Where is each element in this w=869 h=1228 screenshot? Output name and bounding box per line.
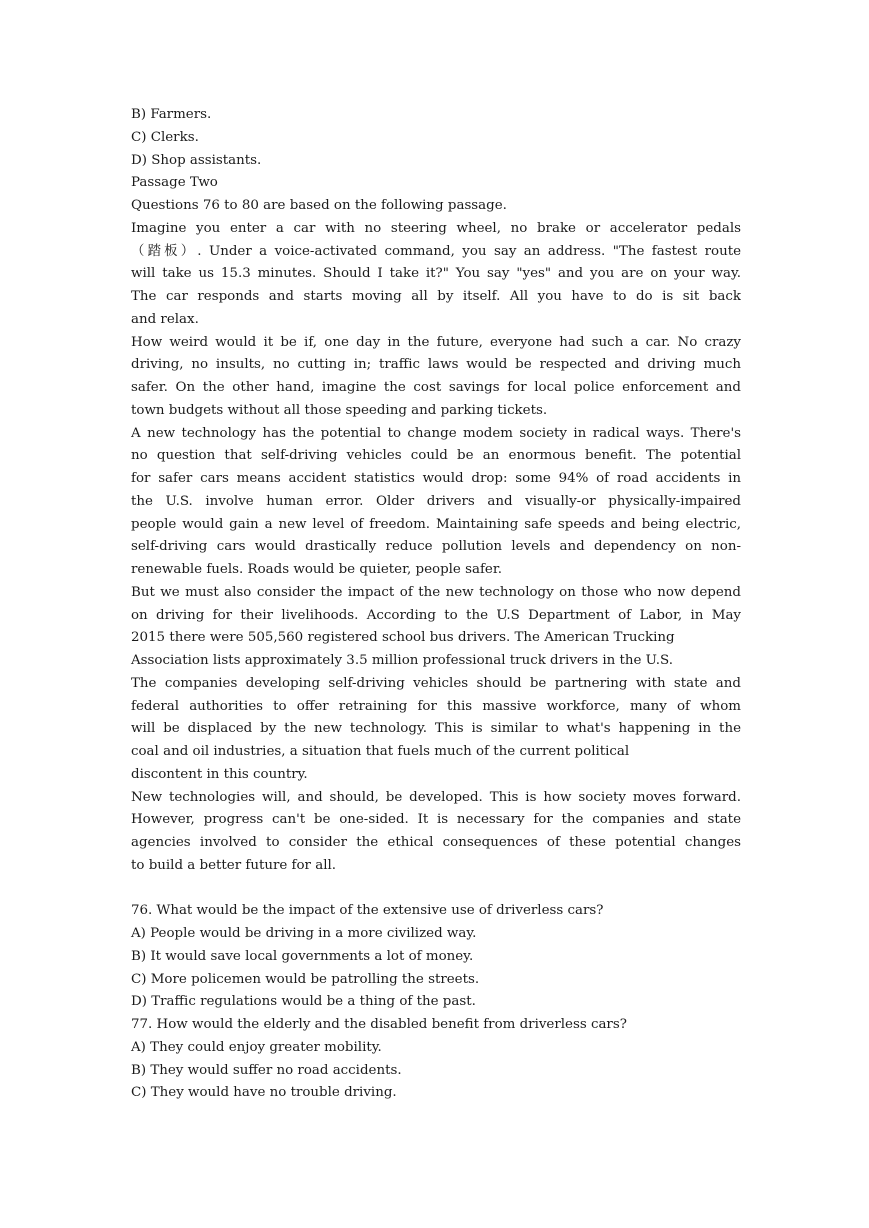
passage-heading: Passage Two — [131, 175, 218, 191]
question-76-option-d: D) Traffic regulations would be a thing of the past. — [131, 994, 476, 1010]
text-line: Association lists approximately 3.5 million professional truck drivers in the U.S. — [131, 653, 673, 668]
text-line: people would gain a new level of freedom. Maintaining safe speeds and being electric, — [131, 516, 741, 532]
text-line: the U.S. involve human error. Older drivers and visually-or physically-impaired — [131, 493, 741, 509]
text-line: for safer cars means accident statistics would drop: some 94% of road accidents in — [131, 471, 741, 486]
question-77: 77. How would the elderly and the disabled benefit from driverless cars? — [131, 1017, 627, 1032]
question-76: 76. What would be the impact of the extensive use of driverless cars? — [131, 903, 604, 919]
option-d-shop-assistants: D) Shop assistants. — [131, 152, 262, 168]
paragraph-gap — [131, 878, 741, 901]
text-line: town budgets without all those speeding and parking tickets. — [131, 402, 548, 418]
option-c-clerks: C) Clerks. — [131, 129, 199, 145]
question-76-option-a: A) People would be driving in a more civilized way. — [131, 926, 477, 941]
text-line: will be displaced by the new technology. This is similar to what's happening in the — [131, 721, 741, 737]
text-line: How weird would it be if, one day in the future, everyone had such a car. No crazy — [131, 334, 741, 350]
question-77-option-c: C) They would have no trouble driving. — [131, 1085, 397, 1101]
text-line: New technologies will, and should, be developed. This is how society moves forward. — [131, 789, 741, 805]
text-line: to build a better future for all. — [131, 857, 337, 873]
text-line: （踏板）. Under a voice-activated command, you say an address. "The fastest route — [131, 243, 741, 259]
text-line: no question that self-driving vehicles could be an enormous benefit. The potential — [131, 448, 741, 464]
option-b-farmers: B) Farmers. — [131, 107, 212, 122]
questions-section — [131, 900, 741, 1105]
text-line: self-driving cars would drastically reduce pollution levels and dependency on non- — [131, 539, 741, 555]
text-line: discontent in this country. — [131, 766, 308, 782]
text-line: agencies involved to consider the ethical consequences of these potential changes — [131, 835, 741, 850]
text-line: driving, no insults, no cutting in; traffic laws would be respected and driving much — [131, 357, 741, 373]
question-77-option-b: B) They would suffer no road accidents. — [131, 1062, 402, 1078]
question-76-option-b: B) It would save local governments a lot of money. — [131, 948, 474, 964]
text-line: will take us 15.3 minutes. Should I take it?" You say "yes" and you are on your way. — [131, 266, 741, 282]
text-line: The companies developing self-driving vehicles should be partnering with state and — [131, 675, 741, 691]
text-line: Imagine you enter a car with no steering wheel, no brake or accelerator pedals — [131, 220, 741, 236]
text-line: and relax. — [131, 311, 199, 327]
question-76-option-c: C) More policemen would be patrolling the streets. — [131, 971, 480, 987]
text-line: safer. On the other hand, imagine the cost savings for local police enforcement and — [131, 380, 741, 395]
text-line: A new technology has the potential to change modem society in radical ways. There's — [131, 425, 741, 441]
document-page — [131, 104, 741, 1105]
text-line: The car responds and starts moving all by itself. All you have to do is sit back — [131, 289, 741, 304]
text-line: on driving for their livelihoods. According to the U.S Department of Labor, in May — [131, 607, 741, 623]
text-line: 2015 there were 505,560 registered school bus drivers. The American Trucking — [131, 630, 675, 646]
text-line: However, progress can't be one-sided. It is necessary for the companies and state — [131, 812, 741, 828]
text-line: But we must also consider the impact of the new technology on those who now depend — [131, 584, 741, 600]
text-line: federal authorities to offer retraining for this massive workforce, many of whom — [131, 698, 741, 714]
passage-section — [131, 104, 741, 878]
text-line: coal and oil industries, a situation that fuels much of the current political — [131, 744, 630, 759]
text-line: renewable fuels. Roads would be quieter, people safer. — [131, 562, 503, 577]
question-77-option-a: A) They could enjoy greater mobility. — [131, 1039, 382, 1055]
passage-instructions: Questions 76 to 80 are based on the following passage. — [131, 198, 507, 213]
